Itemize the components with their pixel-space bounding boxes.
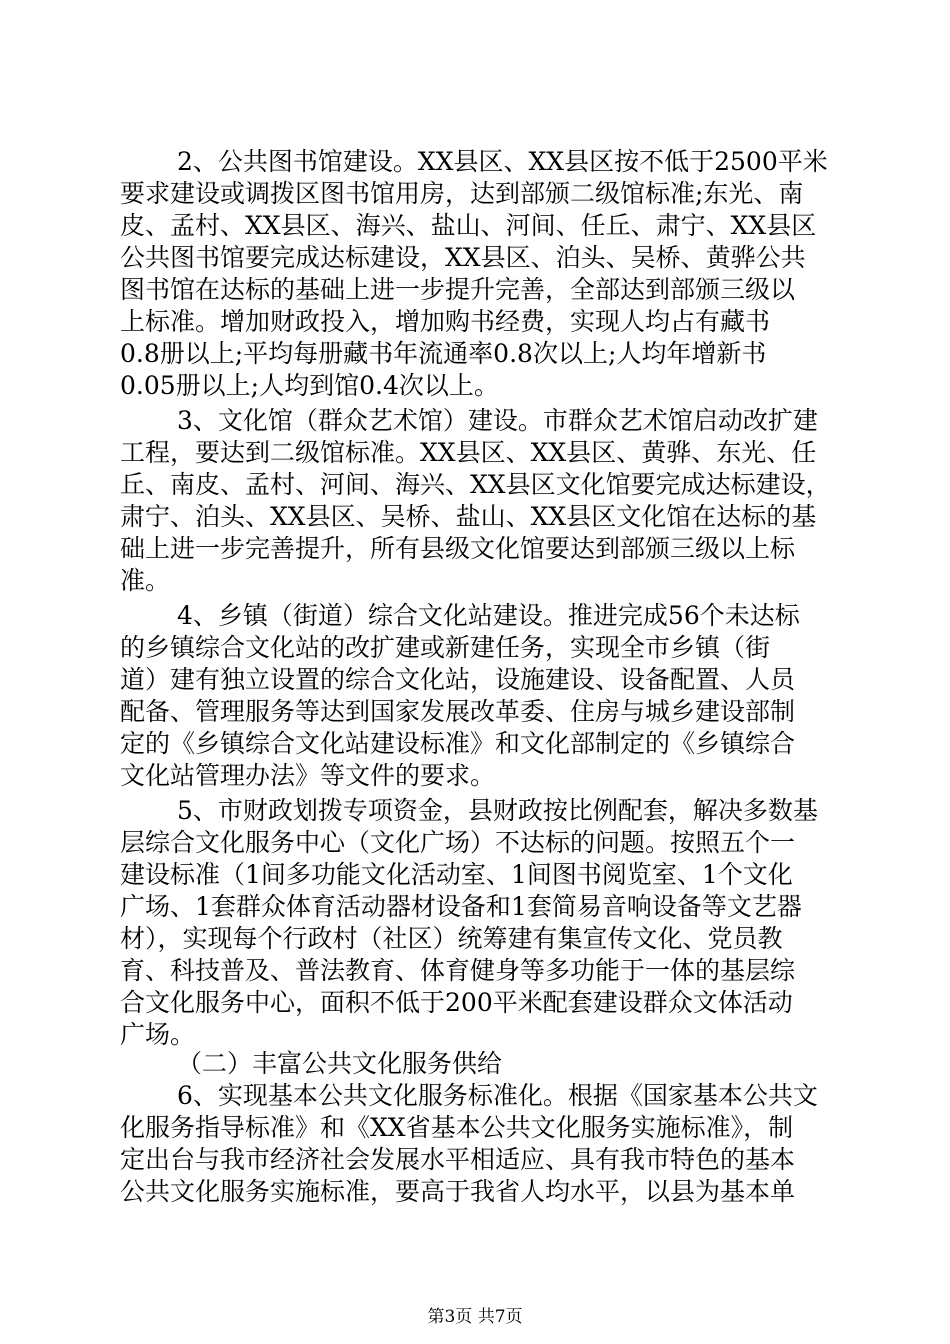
text-line: 的乡镇综合文化站的改扩建或新建任务，实现全市乡镇（街 [120, 633, 771, 662]
text-line: 文化站管理办法》等文件的要求。 [120, 761, 496, 790]
text-line: 6、实现基本公共文化服务标准化。根据《国家基本公共文 [177, 1081, 818, 1110]
text-line: 层综合文化服务中心（文化广场）不达标的问题。按照五个一 [120, 828, 796, 857]
text-line: 准。 [120, 566, 171, 595]
text-line: 定的《乡镇综合文化站建设标准》和文化部制定的《乡镇综合 [120, 729, 796, 758]
text-line: 工程，要达到二级馆标准。XX县区、XX县区、黄骅、东光、任 [120, 438, 817, 467]
text-line: 育、科技普及、普法教育、体育健身等多功能于一体的基层综 [120, 956, 796, 985]
text-line: 合文化服务中心，面积不低于200平米配套建设群众文体活动 [120, 988, 793, 1017]
text-line: 配备、管理服务等达到国家发展改革委、住房与城乡建设部制 [120, 697, 796, 726]
text-line: 道）建有独立设置的综合文化站，设施建设、设备配置、人员 [120, 665, 796, 694]
text-line: 广场。 [120, 1020, 196, 1049]
text-line: 3、文化馆（群众艺术馆）建设。市群众艺术馆启动改扩建 [177, 406, 818, 435]
text-line: 丘、南皮、孟村、河间、海兴、XX县区文化馆要完成达标建设， [120, 470, 831, 499]
text-line: 上标准。增加财政投入，增加购书经费，实现人均占有藏书 [120, 307, 771, 336]
section-heading: （二）丰富公共文化服务供给 [177, 1049, 503, 1078]
text-line: 4、乡镇（街道）综合文化站建设。推进完成56个未达标 [177, 601, 800, 630]
text-line: 建设标准（1间多功能文化活动室、1间图书阅览室、1个文化 [120, 860, 793, 889]
text-line: 要求建设或调拨区图书馆用房，达到部颁二级馆标准;东光、南 [120, 179, 804, 208]
text-line: 0.05册以上;人均到馆0.4次以上。 [120, 371, 499, 400]
text-line: 定出台与我市经济社会发展水平相适应、具有我市特色的基本 [120, 1145, 796, 1174]
text-line: 材），实现每个行政村（社区）统筹建有集宣传文化、党员教 [120, 924, 783, 953]
text-line: 肃宁、泊头、XX县区、吴桥、盐山、XX县区文化馆在达标的基 [120, 502, 817, 531]
text-line: 皮、孟村、XX县区、海兴、盐山、河间、任丘、肃宁、XX县区 [120, 211, 817, 240]
text-line: 2、公共图书馆建设。XX县区、XX县区按不低于2500平米 [177, 147, 828, 176]
text-line: 5、市财政划拨专项资金，县财政按比例配套，解决多数基 [177, 796, 818, 825]
text-line: 础上进一步完善提升，所有县级文化馆要达到部颁三级以上标 [120, 534, 796, 563]
text-line: 公共文化服务实施标准，要高于我省人均水平，以县为基本单 [120, 1177, 796, 1206]
text-line: 图书馆在达标的基础上进一步提升完善，全部达到部颁三级以 [120, 275, 796, 304]
text-line: 化服务指导标准》和《XX省基本公共文化服务实施标准》，制 [120, 1113, 794, 1142]
page-footer: 第3页 共7页 [427, 1307, 523, 1327]
text-line: 公共图书馆要完成达标建设，XX县区、泊头、吴桥、黄骅公共 [120, 243, 806, 272]
text-line: 0.8册以上;平均每册藏书年流通率0.8次以上;人均年增新书 [120, 339, 767, 368]
text-line: 广场、1套群众体育活动器材设备和1套简易音响设备等文艺器 [120, 892, 802, 921]
